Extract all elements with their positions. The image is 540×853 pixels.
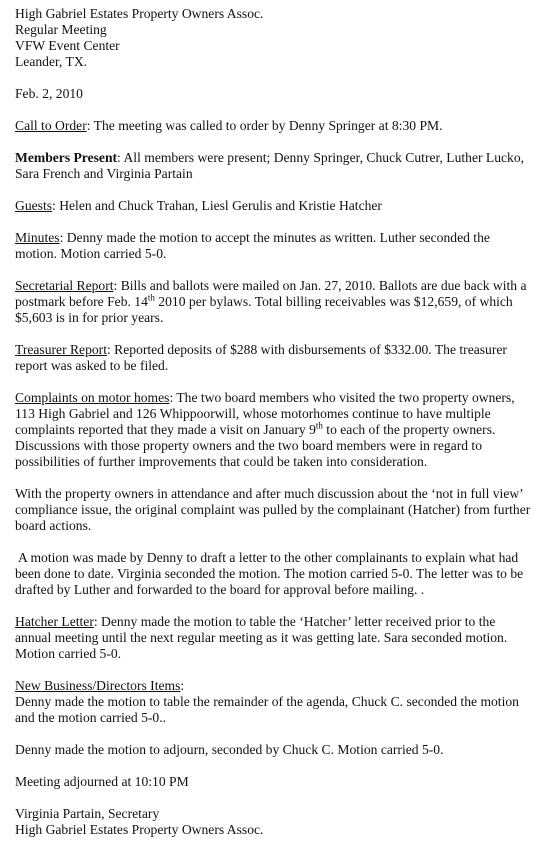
org-name: High Gabriel Estates Property Owners Assoc. bbox=[15, 6, 264, 21]
city: Leander, TX. bbox=[15, 54, 88, 69]
signature-block bbox=[15, 806, 533, 838]
call-to-order-text: : The meeting was called to order by Denny Springer at 8:30 PM. bbox=[86, 118, 443, 133]
signature-org: High Gabriel Estates Property Owners Assoc. bbox=[15, 822, 264, 837]
motion-paragraph: A motion was made by Denny to draft a letter to the other complainants to explain what had been done to date. Virginia seconded the motion. The motion carried 5-0. The letter was to be drafted by Luther and forwarded to the board for approval before mailing. . bbox=[15, 550, 524, 597]
complaints-sup: th bbox=[315, 420, 323, 431]
members-present-text: : All members were present; Denny Springer, Chuck Cutrer, Luther Lucko, Sara French and Virginia Partain bbox=[15, 150, 525, 181]
hatcher-letter-heading: Hatcher Letter bbox=[15, 614, 94, 629]
complaints-heading: Complaints on motor homes bbox=[15, 390, 170, 405]
meeting-date: Feb. 2, 2010 bbox=[15, 86, 83, 101]
guests-section bbox=[15, 198, 533, 214]
new-business-colon: : bbox=[180, 678, 185, 693]
minutes-document bbox=[15, 6, 533, 838]
new-business-heading: New Business/Directors Items bbox=[15, 678, 181, 693]
complaints-section bbox=[15, 390, 533, 470]
members-present-section bbox=[15, 150, 533, 182]
secretarial-report-text-b: 2010 per bylaws. Total billing receivables was $12,659, of which $5,603 is in for prior years. bbox=[15, 294, 513, 325]
secretarial-report-heading: Secretarial Report bbox=[15, 278, 114, 293]
complaints-text-b: to each of the property owners. Discussions with those property owners and the two board members were in regard to possibilities of further improvements that could be taken into consideration. bbox=[15, 422, 496, 469]
compliance-paragraph: With the property owners in attendance and after much discussion about the ‘not in full view’ compliance issue, the original complaint was pulled by the complainant (Hatcher) from further board actions. bbox=[15, 486, 531, 533]
guests-text: : Helen and Chuck Trahan, Liesl Gerulis and Kristie Hatcher bbox=[52, 198, 382, 213]
hatcher-letter-text: : Denny made the motion to table the ‘Hatcher’ letter received prior to the annual meeting until the next regular meeting as it was getting late. Sara seconded motion. Motion carried 5-0. bbox=[15, 614, 508, 661]
minutes-heading: Minutes bbox=[15, 230, 60, 245]
letterhead bbox=[15, 6, 533, 70]
minutes-section bbox=[15, 230, 533, 262]
treasurer-report-heading: Treasurer Report bbox=[15, 342, 107, 357]
secretarial-report-text-a: : Bills and ballots were mailed on Jan. 27, 2010. Ballots are due back with a postmark before Feb. 14 bbox=[15, 278, 527, 309]
secretarial-report-sup: th bbox=[147, 292, 155, 303]
hatcher-letter-section bbox=[15, 614, 533, 662]
minutes-text: : Denny made the motion to accept the minutes as written. Luther seconded the motion. Motion carried 5-0. bbox=[15, 230, 490, 261]
call-to-order-heading: Call to Order bbox=[15, 118, 87, 133]
call-to-order-section bbox=[15, 118, 533, 134]
secretarial-report-section bbox=[15, 278, 533, 326]
treasurer-report-section bbox=[15, 342, 533, 374]
new-business-body: Denny made the motion to table the remainder of the agenda, Chuck C. seconded the motion and the motion carried 5-0.. bbox=[15, 694, 519, 725]
treasurer-report-text: : Reported deposits of $288 with disbursements of $332.00. The treasurer report was asked to be filed. bbox=[15, 342, 507, 373]
new-business-section bbox=[15, 678, 533, 726]
meeting-adjourned: Meeting adjourned at 10:10 PM bbox=[15, 774, 189, 789]
meeting-type: Regular Meeting bbox=[15, 22, 107, 37]
signature-name: Virginia Partain, Secretary bbox=[15, 806, 160, 821]
complaints-text-a: : The two board members who visited the two property owners, 113 High Gabriel and 126 Whippoorwill, whose motorhomes continue to have multiple complaints reported that they made a visit on January 9 bbox=[15, 390, 515, 437]
venue: VFW Event Center bbox=[15, 38, 120, 53]
guests-heading: Guests bbox=[15, 198, 53, 213]
members-present-heading: Members Present bbox=[15, 150, 118, 165]
adjourn-motion: Denny made the motion to adjourn, seconded by Chuck C. Motion carried 5-0. bbox=[15, 742, 444, 757]
